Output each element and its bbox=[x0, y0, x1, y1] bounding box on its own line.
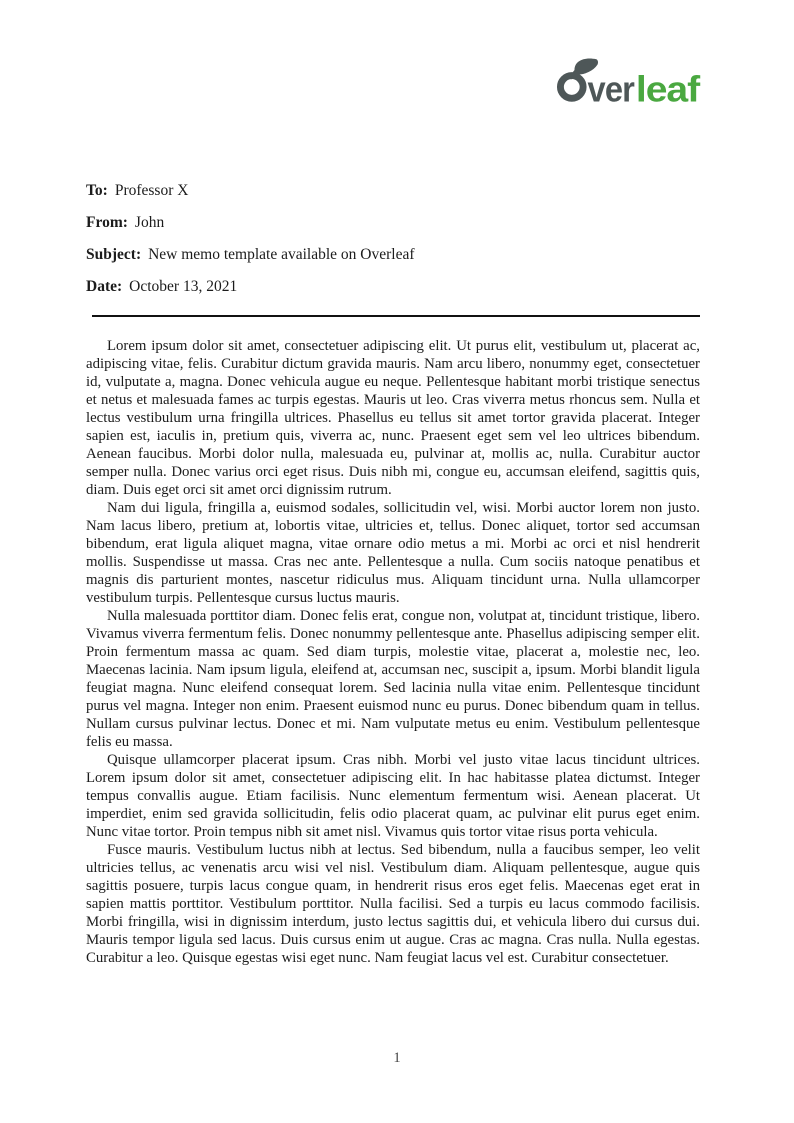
logo-text-ver: ver bbox=[587, 68, 635, 104]
body-paragraph-3: Nulla malesuada porttitor diam. Donec felis erat, congue non, volutpat at, tincidunt tristique, libero. Vivamus viverra fermentum felis. Donec nonummy pellentesque ante. Phasellus adipiscing semper elit. Proin fermentum massa ac quam. Sed diam turpis, molestie vitae, placerat a, molestie nec, leo. Maecenas lacinia. Nam ipsum ligula, eleifend at, accumsan nec, suscipit a, ipsum. Morbi blandit ligula feugiat magna. Nunc eleifend consequat lorem. Sed lacinia nulla vitae enim. Pellentesque tincidunt purus vel magna. Integer non enim. Praesent euismod nunc eu purus. Donec bibendum quam in tellus. Nullam cursus pulvinar lectus. Donec et mi. Nam vulputate metus eu enim. Vestibulum pellentesque felis eu massa. bbox=[86, 608, 700, 750]
logo-text-leaf: leaf bbox=[635, 68, 702, 104]
logo-o-ring bbox=[560, 76, 583, 99]
header-divider-rule bbox=[92, 315, 700, 317]
body-paragraph-4: Quisque ullamcorper placerat ipsum. Cras nibh. Morbi vel justo vitae lacus tincidunt ultrices. Lorem ipsum dolor sit amet, consectetuer adipiscing elit. In hac habitasse platea dictumst. Integer tempus convallis augue. Etiam facilisis. Nunc elementum fermentum wisi. Aenean placerat. Ut imperdiet, enim sed gravida sollicitudin, felis odio placerat quam, ac pulvinar elit purus eget enim. Nunc vitae tortor. Proin tempus nibh sit amet nisl. Vivamus quis tortor vitae risus porta vehicula. bbox=[86, 752, 700, 840]
memo-field-from bbox=[86, 213, 700, 232]
page-footer bbox=[0, 1050, 794, 1067]
to-value: Professor X bbox=[114, 182, 189, 199]
date-value: October 13, 2021 bbox=[129, 278, 238, 295]
body-paragraph-5: Fusce mauris. Vestibulum luctus nibh at lectus. Sed bibendum, nulla a faucibus semper, leo velit ultricies tellus, ac venenatis arcu wisi vel nisl. Vestibulum diam. Aliquam pellentesque, augue quis sagittis posuere, turpis lacus congue quam, in hendrerit risus eros eget felis. Maecenas eget erat in sapien mattis porttitor. Vestibulum porttitor. Nulla facilisi. Sed a turpis eu lacus commodo facilisis. Morbi fringilla, wisi in dignissim interdum, justo lectus sagittis dui, et vehicula libero dui cursus dui. Mauris tempor ligula sed lacus. Duis cursus enim ut augue. Cras ac magna. Cras nulla. Nulla egestas. Curabitur a leo. Quisque egestas wisi eget nunc. Nam feugiat lacus vel est. Curabitur consectetuer. bbox=[86, 842, 700, 966]
date-label: Date: bbox=[86, 278, 123, 295]
memo-body bbox=[86, 337, 700, 967]
subject-value: New memo template available on Overleaf bbox=[148, 246, 415, 263]
from-label: From: bbox=[86, 214, 128, 231]
memo-field-date bbox=[86, 277, 700, 296]
page-number: 1 bbox=[393, 1050, 401, 1066]
subject-label: Subject: bbox=[86, 246, 142, 263]
overleaf-logo bbox=[555, 58, 703, 104]
from-value: John bbox=[134, 214, 165, 231]
body-paragraph-1: Lorem ipsum dolor sit amet, consectetuer adipiscing elit. Ut purus elit, vestibulum ut, placerat ac, adipiscing vitae, felis. Curabitur dictum gravida mauris. Nam arcu libero, nonummy eget, consectetuer id, vulputate a, magna. Donec vehicula augue eu neque. Pellentesque habitant morbi tristique senectus et netus et malesuada fames ac turpis egestas. Mauris ut leo. Cras viverra metus rhoncus sem. Nulla et lectus vestibulum urna fringilla ultrices. Phasellus eu tellus sit amet tortor gravida placerat. Integer sapien est, iaculis in, pretium quis, viverra ac, nunc. Praesent eget sem vel leo ultrices bibendum. Aenean faucibus. Morbi dolor nulla, malesuada eu, pulvinar at, mollis ac, nulla. Curabitur auctor semper nulla. Donec varius orci eget risus. Duis nibh mi, congue eu, accumsan eleifend, sagittis quis, diam. Duis eget orci sit amet orci dignissim rutrum. bbox=[86, 338, 700, 498]
memo-field-to bbox=[86, 181, 700, 200]
memo-header-fields bbox=[86, 181, 700, 309]
body-paragraph-2: Nam dui ligula, fringilla a, euismod sodales, sollicitudin vel, wisi. Morbi auctor lorem non justo. Nam lacus libero, pretium at, lobortis vitae, ultricies et, tellus. Donec aliquet, tortor sed accumsan bibendum, erat ligula aliquet magna, vitae ornare odio metus a mi. Morbi ac orci et nisl hendrerit mollis. Suspendisse ut massa. Cras nec ante. Pellentesque a nulla. Cum sociis natoque penatibus et magnis dis parturient montes, nascetur ridiculus mus. Aliquam tincidunt urna. Nulla ullamcorper vestibulum turpis. Pellentesque cursus luctus mauris. bbox=[86, 500, 700, 606]
overleaf-logo-graphic bbox=[555, 58, 703, 104]
memo-field-subject bbox=[86, 245, 700, 264]
to-label: To: bbox=[86, 182, 108, 199]
